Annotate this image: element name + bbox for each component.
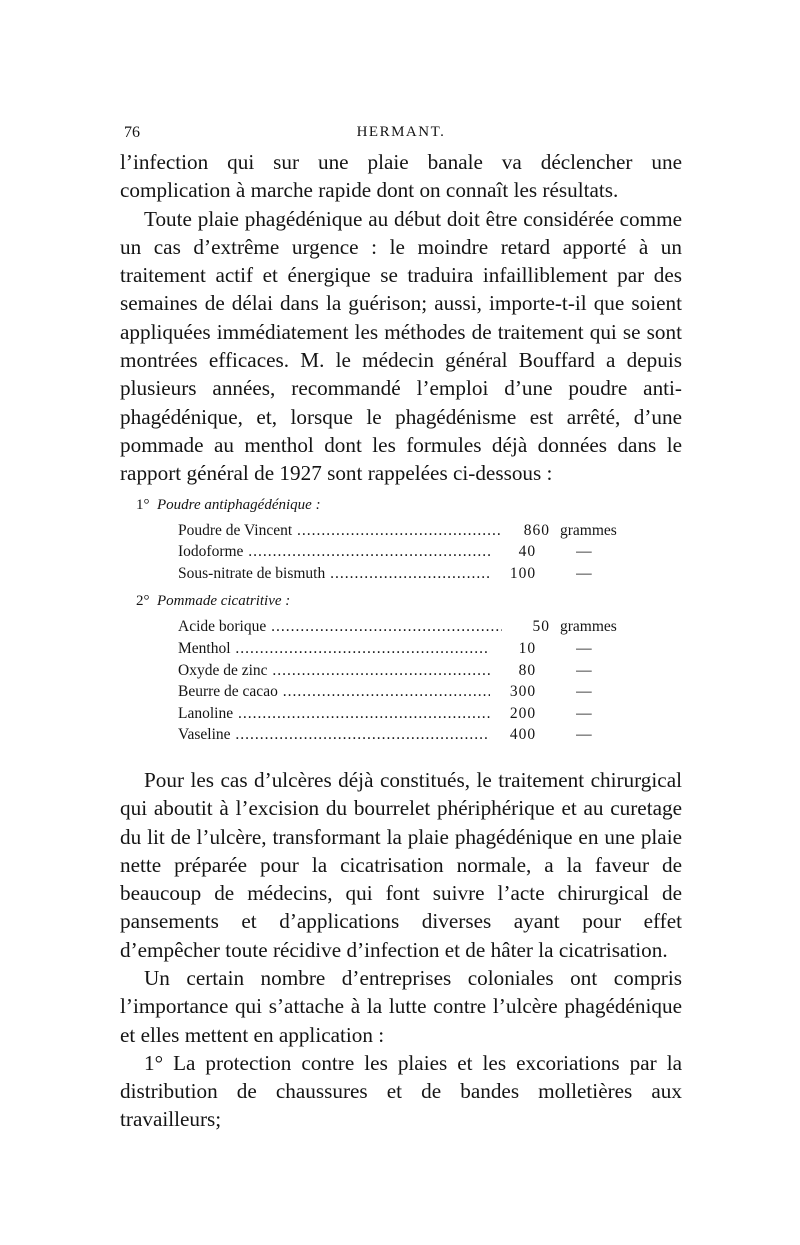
ingredient-row (178, 638, 682, 660)
paragraph-2: Toute plaie phagédénique au début doit être considérée comme un cas d’extrême urgence : le moindre retard apporté à un traitement actif et énergique se traduira infailliblement par des semaines de délai dans la guérison; aussi, importe-t-il que soient appliquées immédiatement les méthodes de traitement qui se sont montrées efficaces. M. le médecin général Bouffard a depuis plusieurs années, recommandé l’emploi d’une poudre anti-phagédénique, et, lorsque le phagédénisme est arrêté, d’une pommade au menthol dont les formules déjà données dans le rapport général de 1927 sont rappelées ci-dessous : (120, 206, 682, 486)
ingredient-unit: grammes (560, 618, 617, 636)
ingredient-list (178, 520, 682, 585)
ingredient-unit: — (576, 639, 592, 657)
ingredient-unit: — (576, 564, 592, 582)
recipe-number: 1° (136, 496, 150, 513)
ingredient-row (178, 681, 682, 703)
ingredient-unit: — (576, 726, 592, 744)
ingredient-row (178, 703, 682, 725)
ingredient-quantity: 80 (518, 661, 537, 679)
paragraph-4: Un certain nombre d’entreprises coloniales ont compris l’importance qui s’attache à la lutte contre l’ulcère phagédénique et elles mettent en application : (120, 965, 682, 1047)
ingredient-quantity: 400 (509, 726, 537, 744)
recipe-number: 2° (136, 593, 150, 610)
paragraph-5: 1° La protection contre les plaies et les excoriations par la distribution de chaussures et de bandes molletières aux travailleurs; (120, 1050, 682, 1132)
ingredient-unit: — (576, 543, 592, 561)
ingredient-quantity: 300 (509, 683, 537, 701)
ingredient-name: Beurre de cacao ..... (178, 681, 490, 703)
ingredient-unit: grammes (560, 521, 617, 539)
recipe-title: Poudre antiphagédénique : (157, 496, 321, 513)
ingredient-row (178, 660, 682, 682)
ingredient-name: Vaseline ..... (178, 724, 490, 746)
ingredient-list (178, 616, 682, 746)
ingredient-name: Iodoforme ..... (178, 541, 490, 563)
recipe-heading (120, 494, 682, 516)
ingredient-quantity: 860 (523, 521, 550, 539)
ingredient-name: Oxyde de zinc ..... (178, 660, 490, 682)
ingredient-row (178, 616, 682, 638)
ingredient-row (178, 563, 682, 585)
ingredient-unit: — (576, 704, 592, 722)
running-head (120, 120, 682, 148)
ingredient-unit: — (576, 661, 592, 679)
recipe-powder (120, 494, 682, 585)
ingredient-quantity: 100 (509, 564, 537, 582)
ingredient-unit: — (576, 683, 592, 701)
ingredient-quantity: 40 (518, 543, 537, 561)
ingredient-row (178, 724, 682, 746)
spacer (120, 752, 682, 766)
ingredient-name: Sous-nitrate de bismuth ..... (178, 563, 490, 585)
ingredient-row (178, 541, 682, 563)
recipe-title: Pommade cicatritive : (157, 593, 291, 610)
ingredient-row (178, 520, 682, 542)
recipe-ointment (120, 590, 682, 746)
recipe-heading (120, 590, 682, 612)
ingredient-name: Acide borique ..... (178, 616, 502, 638)
ingredient-quantity: 10 (518, 639, 537, 657)
page-number: 76 (124, 124, 140, 141)
ingredient-name: Poudre de Vincent ..... (178, 520, 502, 542)
paragraph-1: l’infection qui sur une plaie banale va déclencher une complication à marche rapide dont on connaît les résultats. (120, 150, 682, 203)
ingredient-name: Menthol ..... (178, 638, 490, 660)
paragraph-3: Pour les cas d’ulcères déjà constitués, le traitement chirurgical qui aboutit à l’excision du bourrelet phériphérique et au curetage du lit de l’ulcère, transformant la plaie phagédénique en une plaie nette préparée pour la cicatrisation normale, a la faveur de beaucoup de médecins, qui font suivre l’acte chirurgical de pansements et d’applications diverses ayant pour effet d’empêcher toute récidive d’infection et de hâter la cicatrisation. (120, 767, 682, 962)
ingredient-quantity: 50 (532, 618, 550, 636)
running-title: HERMANT. (356, 124, 446, 140)
ingredient-quantity: 200 (509, 704, 537, 722)
ingredient-name: Lanoline ..... (178, 703, 490, 725)
book-page (120, 120, 682, 1134)
